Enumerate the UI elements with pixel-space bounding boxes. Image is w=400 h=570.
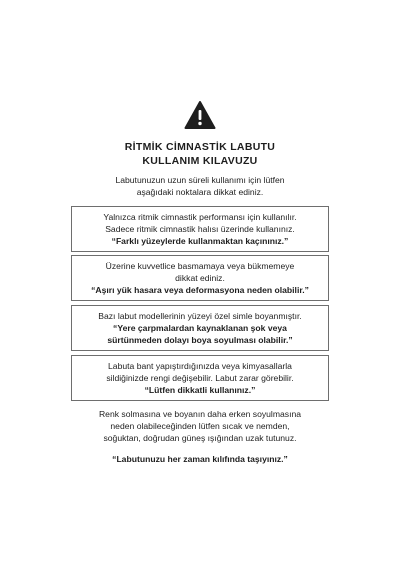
- notice-text: Sadece ritmik cimnastik halısı üzerinde kullanınız.: [105, 224, 295, 234]
- notice-text: Üzerine kuvvetlice basmamaya veya bükmemeye: [105, 261, 295, 271]
- notice-text: Yalnızca ritmik cimnastik performansı için kullanılır.: [103, 212, 297, 222]
- intro-line-1: Labutunuzun uzun süreli kullanımı için lütfen: [115, 175, 285, 185]
- page-title-line-2: KULLANIM KILAVUZU: [142, 155, 258, 167]
- notice-box-tape: [71, 355, 329, 401]
- storage-text: Renk solmasına ve boyanın daha erken soyulmasına: [98, 409, 302, 419]
- notice-emphasis: “Lütfen dikkatli kullanınız.”: [144, 385, 256, 395]
- storage-text: neden olabileceğinden lütfen sıcak ve nemden,: [110, 421, 290, 431]
- storage-notice: [71, 408, 329, 444]
- storage-text: soğuktan, doğrudan güneş ışığından uzak tutunuz.: [103, 433, 297, 443]
- notice-emphasis: “Aşırı yük hasara veya deformasyona neden olabilir.”: [91, 285, 309, 295]
- warning-triangle-icon: [184, 100, 216, 130]
- notice-text: Bazı labut modellerinin yüzeyi özel simle boyanmıştır.: [98, 311, 302, 321]
- notice-box-surface: [71, 206, 329, 252]
- notice-box-paint: [71, 305, 329, 351]
- notice-emphasis: “Yere çarpmalardan kaynaklanan şok veya: [113, 323, 287, 333]
- notice-text: sildiğinizde rengi değişebilir. Labut zarar görebilir.: [106, 373, 294, 383]
- intro-line-2: aşağıdaki noktalara dikkat ediniz.: [136, 187, 264, 197]
- page-title-line-1: RİTMİK CİMNASTİK LABUTU: [124, 141, 276, 153]
- notice-emphasis: sürtünmeden dolayı boya soyulması olabilir.”: [107, 335, 293, 345]
- notice-emphasis: “Farklı yüzeylerde kullanmaktan kaçınınız.”: [111, 236, 289, 246]
- notice-text: Labuta bant yapıştırdığınızda veya kimyasallarla: [108, 361, 292, 371]
- notice-box-load: [71, 255, 329, 301]
- notice-text: dikkat ediniz.: [175, 273, 225, 283]
- storage-emphasis: “Labutunuzu her zaman kılıfında taşıyınız.”: [112, 454, 288, 464]
